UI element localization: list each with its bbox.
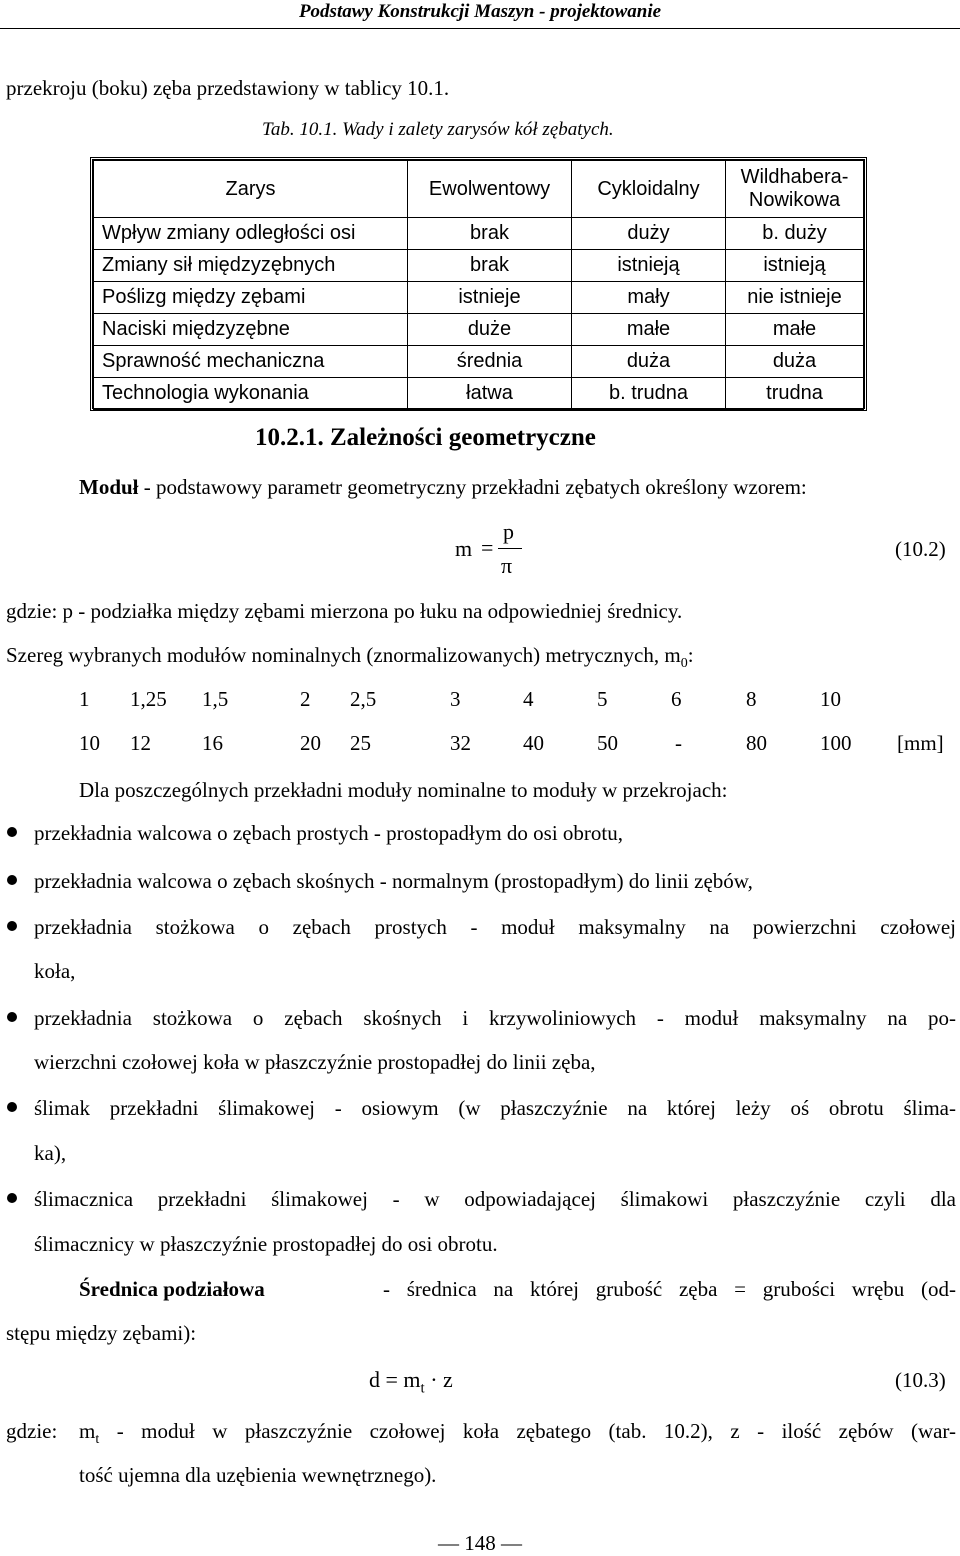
bullet-text: przekładnia stożkowa o zębach prostych - moduł maksymalny na powierzchni czołowej: [34, 915, 956, 939]
module-value: 4: [523, 687, 534, 711]
module-value: 2,5: [350, 687, 377, 711]
header-cell: [726, 161, 864, 218]
header-cell-line: Wildhabera-: [740, 166, 849, 188]
formula2-equals: =: [385, 1367, 398, 1392]
table-cell: duże: [408, 314, 572, 346]
fraction-bar: [498, 548, 522, 549]
szereg-subscript: 0: [680, 656, 688, 672]
module-value: 1,5: [202, 687, 229, 711]
table-row: [94, 314, 864, 346]
table-cell: istnieją: [726, 250, 864, 282]
modul-term: Moduł: [79, 475, 139, 499]
bullet-dot: [7, 875, 17, 885]
table-cell: łatwa: [408, 378, 572, 410]
page-number: — 148 —: [438, 1531, 522, 1555]
bullet-text-cont: ślimacznicy w płaszczyźnie prostopadłej do osi obrotu.: [34, 1232, 498, 1256]
table-cell: b. duży: [726, 218, 864, 250]
gdzie-p: gdzie: p - podziałka między zębami mierzona po łuku na odpowiedniej średnicy.: [6, 599, 683, 623]
table-cell: duży: [572, 218, 726, 250]
module-value: 10: [820, 687, 841, 711]
gdzie2-subscript: t: [95, 1432, 100, 1448]
module-value: 8: [746, 687, 757, 711]
table-cell: trudna: [726, 378, 864, 410]
bullet-text: przekładnia walcowa o zębach prostych - prostopadłym do osi obrotu,: [34, 821, 623, 845]
formula2-number: (10.3): [895, 1368, 946, 1392]
table-cell: duża: [726, 346, 864, 378]
table-cell: małe: [572, 314, 726, 346]
module-value: 25: [350, 731, 371, 755]
module-value: 80: [746, 731, 767, 755]
bullet-text-cont: koła,: [34, 959, 76, 983]
section-number: 10.2.1.: [255, 424, 324, 451]
defects-table: [90, 157, 867, 411]
header-cell-line: Nowikowa: [748, 189, 841, 211]
bullet-dot: [7, 1012, 17, 1022]
dla-paragraph: Dla poszczególnych przekładni moduły nominalne to moduły w przekrojach:: [79, 778, 728, 802]
table-cell: Technologia wykonania: [94, 378, 408, 410]
szereg-colon: :: [687, 643, 694, 667]
header-divider: [0, 28, 960, 29]
header-cell: Zarys: [94, 161, 408, 218]
srednica-definition: - średnica na której grubość zęba = grubości wrębu (od-: [383, 1277, 956, 1301]
unit-label: [mm]: [897, 731, 944, 755]
bullet-text-cont: wierzchni czołowej koła w płaszczyźnie prostopadłej do linii zęba,: [34, 1050, 596, 1074]
bullet-dot: [7, 827, 17, 837]
table-cell: brak: [408, 250, 572, 282]
bullet-text: przekładnia walcowa o zębach skośnych - normalnym (prostopadłym) do linii zębów,: [34, 869, 753, 893]
module-value: 1: [79, 687, 90, 711]
module-value: 10: [79, 731, 100, 755]
gdzie2-line2: tość ujemna dla uzębienia wewnętrznego).: [79, 1463, 437, 1487]
table-row: [94, 346, 864, 378]
module-value: 16: [202, 731, 223, 755]
gdzie2-text: - moduł w płaszczyźnie czołowej koła zębatego (tab. 10.2), z - ilość zębów (war-: [99, 1419, 956, 1443]
table-cell: nie istnieje: [726, 282, 864, 314]
module-value: 5: [597, 687, 608, 711]
bullet-dot: [7, 1193, 17, 1203]
table-header-row: [94, 161, 864, 218]
table-cell: brak: [408, 218, 572, 250]
module-value: 50: [597, 731, 618, 755]
gdzie2-label: gdzie:: [6, 1419, 58, 1443]
srednica-definition-cont: stępu między zębami):: [6, 1321, 197, 1345]
table-cell: średnia: [408, 346, 572, 378]
formula-numerator: p: [503, 519, 514, 544]
formula-equals: =: [481, 535, 494, 560]
module-value: 6: [671, 687, 682, 711]
table-row: [94, 250, 864, 282]
formula-lhs: m: [455, 536, 473, 561]
formula2-dot: ·: [430, 1367, 438, 1392]
table-cell: b. trudna: [572, 378, 726, 410]
module-value: 32: [450, 731, 471, 755]
module-value: 1,25: [130, 687, 167, 711]
table-row: [94, 282, 864, 314]
table-cell: Zmiany sił międzyzębnych: [94, 250, 408, 282]
table-cell: Naciski międzyzębne: [94, 314, 408, 346]
formula-denominator: π: [501, 553, 513, 578]
table-cell: istnieją: [572, 250, 726, 282]
bullet-text: ślimacznica przekładni ślimakowej - w odpowiadającej ślimakowi płaszczyźnie czyli dla: [34, 1187, 956, 1211]
szereg-text: Szereg wybranych modułów nominalnych (znormalizowanych) metrycznych, m: [6, 643, 681, 667]
table-cell: duża: [572, 346, 726, 378]
formula2-m: m: [403, 1367, 421, 1392]
formula-number: (10.2): [895, 537, 946, 561]
bullet-text: ślimak przekładni ślimakowej - osiowym (w płaszczyźnie na której leży oś obrotu ślima-: [34, 1096, 956, 1120]
table-caption: Tab. 10.1. Wady i zalety zarysów kół zębatych.: [262, 119, 614, 140]
bullet-text: przekładnia stożkowa o zębach skośnych i krzywoliniowych - moduł maksymalny na po-: [34, 1006, 956, 1030]
module-value: -: [675, 731, 682, 755]
gdzie2-m: m: [79, 1419, 96, 1443]
module-value: 100: [820, 731, 852, 755]
formula2-subscript: t: [420, 1380, 425, 1397]
module-value: 40: [523, 731, 544, 755]
bullet-dot: [7, 1102, 17, 1112]
table-cell: Wpływ zmiany odległości osi: [94, 218, 408, 250]
formula2-lhs: d: [369, 1367, 380, 1392]
bullet-dot: [7, 921, 17, 931]
table-cell: mały: [572, 282, 726, 314]
bullet-text-cont: ka),: [34, 1141, 67, 1165]
section-heading: [255, 424, 596, 452]
page-header: Podstawy Konstrukcji Maszyn - projektowanie: [298, 1, 662, 22]
table-cell: Sprawność mechaniczna: [94, 346, 408, 378]
table-row: [94, 378, 864, 410]
szereg-paragraph: [6, 642, 694, 677]
section-title: Zależności geometryczne: [330, 424, 596, 451]
header-cell: Cykloidalny: [572, 161, 726, 218]
table-row: [94, 218, 864, 250]
srednica-term: Średnica podziałowa: [79, 1277, 265, 1301]
module-value: 12: [130, 731, 151, 755]
gdzie2-line1: [79, 1418, 956, 1453]
module-value: 3: [450, 687, 461, 711]
modul-paragraph: [79, 474, 807, 500]
formula2-d: [369, 1367, 453, 1397]
header-cell: Ewolwentowy: [408, 161, 572, 218]
table-cell: Poślizg między zębami: [94, 282, 408, 314]
intro-text: przekroju (boku) zęba przedstawiony w tablicy 10.1.: [6, 76, 450, 100]
formula2-z: z: [443, 1367, 453, 1392]
module-value: 2: [300, 687, 311, 711]
table-cell: istnieje: [408, 282, 572, 314]
module-value: 20: [300, 731, 321, 755]
modul-definition: - podstawowy parametr geometryczny przekładni zębatych określony wzorem:: [138, 475, 807, 499]
table-cell: małe: [726, 314, 864, 346]
